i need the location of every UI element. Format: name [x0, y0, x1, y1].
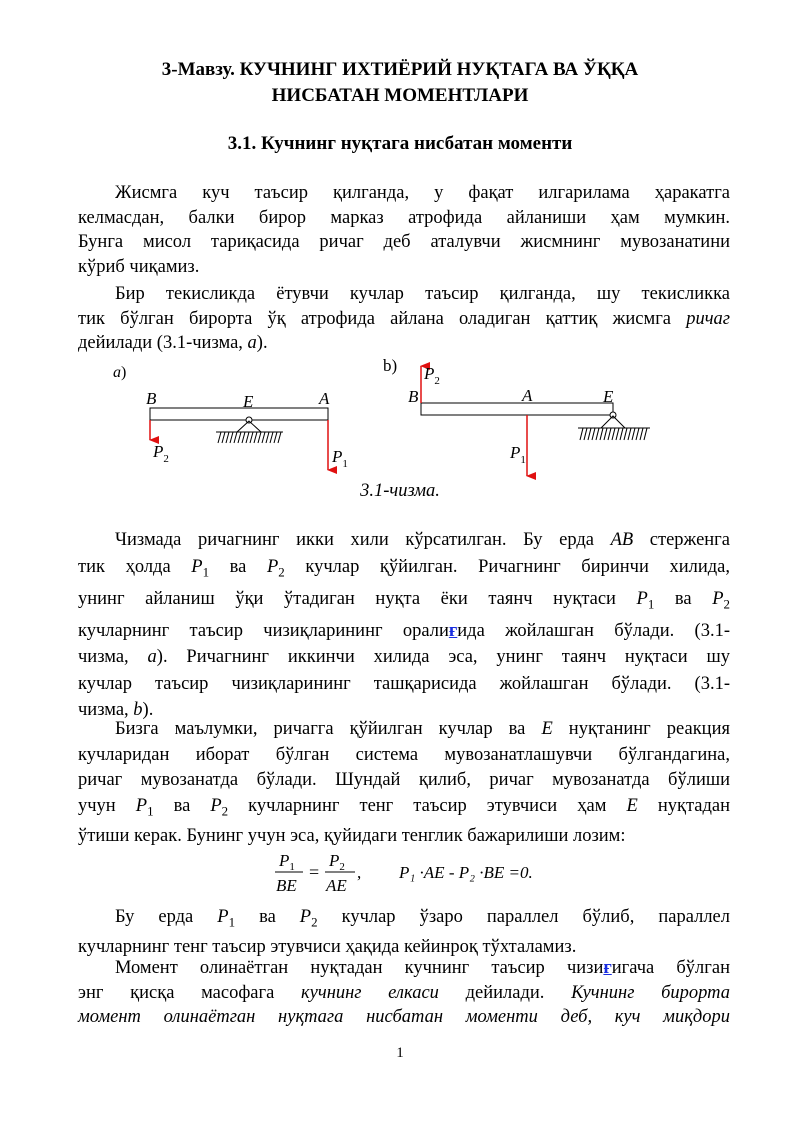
- eq-equals: =: [309, 862, 320, 882]
- p4-line-2: кучларидан иборат бўлган система мувозанатлашувчи бўлгандагина,: [78, 744, 730, 765]
- eq-num-2: $P_2$: [329, 851, 345, 873]
- point-e-label: E: [603, 387, 614, 406]
- paragraph-1: [78, 181, 730, 279]
- section-heading: 3.1. Кучнинг нуқтага нисбатан моменти: [227, 133, 573, 154]
- p5-line-1: Бу ерда $P_1$ ва $P_2$ кучлар ўзаро параллел бўлиб, параллел: [115, 907, 730, 930]
- eq-rhs: P₁ ·AE - P₂ ·BE =0.: [399, 863, 533, 882]
- figure-a: [113, 364, 348, 470]
- p5-line-2: кучларнинг тенг таъсир этувчиси ҳақида кейинроқ тўхталамиз.: [78, 937, 577, 958]
- p3-line-2: тик ҳолда $P_1$ ва $P_2$ кучлар қўйилган. Ричагнинг биринчи хилида,: [78, 556, 731, 580]
- p4-line-3: ричаг мувозанатда бўлади. Шундай қилиб, ричаг мувозанатда бўлиши: [78, 770, 730, 790]
- p2-line-3: дейилади (3.1-чизма, a).: [78, 333, 268, 353]
- force-p2-label: $P_2$: [153, 442, 169, 465]
- p2-line-2: тик бўлган бирорта ўқ атрофида айлана оладиган қаттиқ жисмга ричаг: [78, 308, 730, 329]
- force-p2-label: $P_2$: [424, 364, 440, 387]
- ground-hatch: [218, 432, 281, 443]
- point-a-label: A: [319, 389, 330, 408]
- page-title: [0, 57, 800, 109]
- ground-hatch: [580, 428, 647, 440]
- p3-line-5: чизма, a). Ричагнинг иккинчи хилида эса, унинг таянч нуқтаси шу: [78, 647, 730, 668]
- page-number: 1: [396, 1045, 404, 1061]
- p6-line-3: момент олинаётган нуқтага нисбатан моменти деб, куч миқдори: [78, 1007, 730, 1027]
- equation: [0, 845, 800, 900]
- eq-den-2: AE: [326, 876, 347, 895]
- beam-b: [421, 403, 613, 415]
- point-a-label: A: [522, 386, 533, 405]
- eq-num-1: $P_1$: [279, 851, 295, 873]
- pin-joint: [246, 417, 252, 423]
- p6-line-2: энг қисқа масофага кучнинг елкаси дейилади. Кучнинг бирорта: [78, 982, 730, 1003]
- p1-line-3: Бунга мисол тариқасида ричаг деб аталувчи жисмнинг мувозанатини: [78, 232, 730, 252]
- p1-line-1: Жисмга куч таъсир қилганда, у фақат илгарилама ҳаракатга: [115, 183, 730, 203]
- p3-line-7: чизма, b).: [78, 700, 154, 721]
- paragraph-5: [78, 905, 730, 961]
- force-p1-label: $P_1$: [510, 443, 526, 466]
- eq-den-1: BE: [276, 876, 297, 895]
- p3-line-1: Чизмада ричагнинг икки хили кўрсатилган. Бу ерда AB стерженга: [115, 530, 730, 550]
- force-p1-label: $P_1$: [332, 447, 348, 470]
- term-richag: ричаг: [686, 308, 730, 329]
- figure-b-label: b): [383, 356, 398, 375]
- paragraph-4: [78, 717, 730, 849]
- p6-line-1: Момент олинаётган нуқтадан кучнинг таъсир чизиғигача бўлган: [115, 958, 730, 978]
- lever-figure: [0, 350, 800, 480]
- eq-comma: ,: [357, 863, 362, 882]
- figure-b: [383, 356, 650, 476]
- p4-line-4: учун $P_1$ ва $P_2$ кучларнинг тенг таъсир этувчиси ҳам E нуқтадан: [78, 795, 730, 819]
- title-line-1: 3-Мавзу. КУЧНИНГ ИХТИЁРИЙ НУҚТАГА ВА ЎҚҚА: [161, 59, 639, 80]
- point-e-label: E: [243, 392, 254, 411]
- p3-line-3: унинг айланиш ўқи ўтадиган нуқта ёки таянч нуқтаси $P_1$ ва $P_2$: [78, 588, 730, 612]
- p4-line-1: Бизга маълумки, ричагга қўйилган кучлар ва E нуқтанинг реакция: [115, 719, 730, 739]
- p1-line-4: кўриб чиқамиз.: [78, 256, 200, 277]
- paragraph-6: [78, 956, 730, 1030]
- beam-a: [150, 408, 328, 420]
- p3-line-4: кучларнинг таъсир чизиқларининг оралиғида жойлашган бўлади. (3.1-: [78, 620, 730, 641]
- p3-line-6: кучлар таъсир чизиқларининг ташқарисида жойлашган бўлади. (3.1-: [78, 673, 730, 694]
- point-b-label: B: [408, 387, 419, 406]
- p2-line-1: Бир текисликда ётувчи кучлар таъсир қилганда, шу текисликка: [115, 284, 730, 304]
- paragraph-3: [78, 527, 730, 724]
- paragraph-2: [78, 282, 730, 356]
- p4-line-5: ўтиши керак. Бунинг учун эса, қуйидаги тенглик бажарилиши лозим:: [78, 825, 626, 846]
- title-line-2: НИСБАТАН МОМЕНТЛАРИ: [271, 85, 529, 106]
- p1-line-2: келмасдан, балки бирор марказ атрофида айланиши ҳам мумкин.: [78, 207, 730, 228]
- figure-a-label: a): [113, 364, 127, 381]
- point-b-label: B: [146, 389, 157, 408]
- pin-joint: [610, 412, 616, 418]
- figure-caption: 3.1-чизма.: [360, 481, 440, 501]
